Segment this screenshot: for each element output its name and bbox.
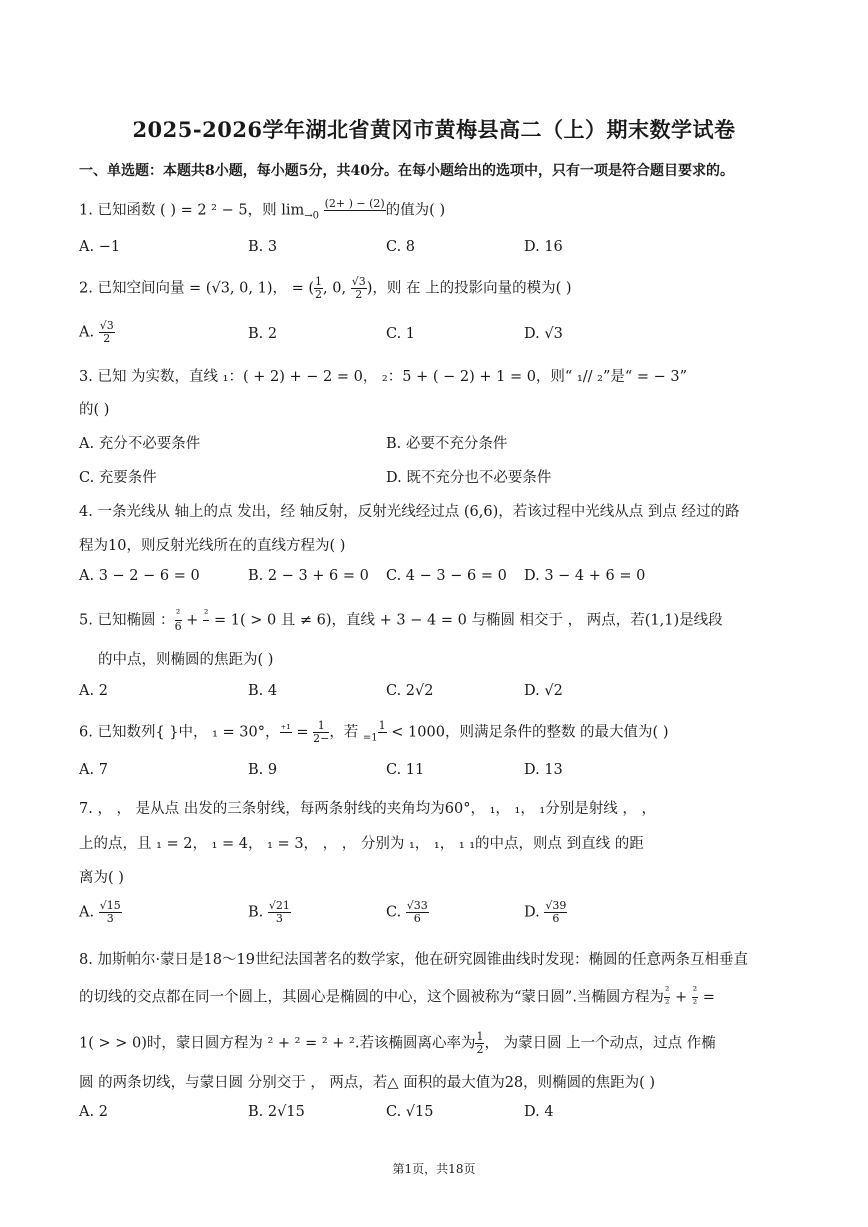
q8-plus: +: [670, 989, 692, 1006]
q2-option-c: C. 1: [386, 326, 416, 342]
q8-frac-y-num: ²: [692, 984, 698, 997]
q7-option-a-label: A.: [79, 904, 99, 921]
q2-option-b: B. 2: [248, 326, 278, 342]
q6-if: ，若: [329, 724, 363, 741]
q4-option-a: A. 3 − 2 − 6 = 0: [79, 568, 200, 584]
q8-option-b: B. 2√15: [248, 1104, 305, 1120]
q7-option-c-den: 6: [413, 912, 421, 925]
q7-option-c-frac: [406, 900, 429, 925]
q5-plus: +: [181, 612, 203, 629]
q3-option-d: D. 既不充分也不必要条件: [386, 470, 552, 486]
q2-option-a-den: 2: [103, 332, 111, 345]
q1-option-c: C. 8: [386, 239, 416, 255]
question-7-line-2: 上的点，且 ₁ = 2， ₁ = 4， ₁ = 3， ， ， 分别为 ₁， ₁， ₁ ₁的中点，则点 到直线 的距: [79, 836, 644, 852]
question-7-line-3: 离为( ): [79, 870, 124, 886]
q1-frac-den: [324, 211, 386, 223]
q8-frac-x-den: ²: [664, 997, 670, 1010]
q5-frac-1: [175, 608, 182, 633]
q5-frac-1-den: 6: [174, 620, 182, 633]
q7-option-d-num: √39: [545, 899, 567, 912]
q8-option-c: C. √15: [386, 1104, 434, 1120]
q6-sum-index: =1: [362, 732, 378, 744]
q3-option-a: A. 充分不必要条件: [79, 436, 201, 452]
q6-option-d: D. 13: [524, 762, 563, 778]
q7-option-a-num: √15: [99, 899, 121, 912]
q7-option-d-label: D.: [524, 904, 545, 921]
q2-frac-root3-den: 2: [355, 288, 363, 301]
q2-mid: , 0,: [323, 280, 351, 297]
q4-option-c: C. 4 − 3 − 6 = 0: [386, 568, 507, 584]
q3-option-c: C. 充要条件: [79, 470, 157, 486]
q1-frac-num: (2+ ) − (2): [324, 197, 385, 210]
q6-stem: 6. 已知数列{ }中， ₁ = 30°，: [79, 724, 280, 741]
q5-frac-1-num: ²: [175, 607, 181, 620]
question-8-line-4: 圆 的两条切线，与蒙日圆 分别交于 ， 两点，若△ 面积的最大值为28，则椭圆的焦距为( ): [79, 1075, 656, 1091]
exam-title: 2025-2026学年湖北省黄冈市黄梅县高二（上）期末数学试卷: [132, 117, 736, 142]
q6-frac-1-den: [280, 733, 292, 745]
q7-option-c-label: C.: [386, 904, 406, 921]
q1-option-b: B. 3: [248, 239, 278, 255]
q5-option-a: A. 2: [79, 683, 108, 699]
q1-option-d: D. 16: [524, 239, 563, 255]
q8-frac-y-den: ²: [692, 997, 698, 1010]
question-3-line-2: 的( ): [79, 402, 110, 418]
q6-frac-3-den: [378, 733, 387, 745]
q2-frac-half-den: 2: [315, 288, 323, 301]
q2-option-a: [79, 320, 115, 345]
q7-option-b-den: 3: [275, 912, 283, 925]
question-4-line-1: 4. 一条光线从 轴上的点 发出，经 轴反射，反射光线经过点 (6,6)，若该过程中光线从点 到点 经过的路: [79, 504, 740, 520]
question-7-line-1: 7. ， ， 是从点 出发的三条射线，每两条射线的夹角均为60°， ₁， ₁， ₁分别是射线 ， ，: [79, 801, 656, 817]
q3-option-b: B. 必要不充分条件: [386, 436, 508, 452]
q6-option-b: B. 9: [248, 762, 278, 778]
q6-frac-3-num: 1: [378, 719, 386, 732]
q7-option-d-den: 6: [552, 912, 560, 925]
question-6: [79, 720, 668, 745]
q8-line3-tail: ， 为蒙日圆 上一个动点，过点 作椭: [484, 1035, 716, 1052]
q7-option-d-frac: [544, 900, 567, 925]
q6-frac-2-num: 1: [313, 720, 329, 733]
section-heading: 一、单选题：本题共8小题，每小题5分，共40分。在每小题给出的选项中，只有一项是符合题目要求的。: [79, 163, 734, 179]
q5-option-d: D. √2: [524, 683, 563, 699]
q6-frac-2: [313, 720, 329, 745]
q7-option-b: [248, 900, 291, 925]
question-4-line-2: 程为10，则反射光线所在的直线方程为( ): [79, 538, 346, 554]
q5-stem: 5. 已知椭圆 ：: [79, 612, 175, 629]
q8-eq: =: [698, 989, 715, 1006]
q8-frac-x-num: ²: [664, 984, 670, 997]
q2-frac-half: [314, 276, 323, 301]
q6-frac-2-den: 2−: [313, 732, 330, 745]
q1-limit-sub: →0: [304, 210, 319, 222]
q5-frac-2-num: ²: [203, 607, 209, 620]
question-5-line-1: [79, 608, 723, 633]
q2-option-a-num: √3: [99, 319, 114, 332]
q8-frac-e-den: 2: [476, 1043, 484, 1056]
q1-fraction: [324, 198, 386, 223]
page-footer: 第1页，共18页: [392, 1162, 476, 1176]
question-2: [79, 276, 572, 301]
q6-tail: < 1000，则满足条件的整数 的最大值为( ): [386, 724, 669, 741]
q5-option-c: C. 2√2: [386, 683, 434, 699]
question-1: [79, 198, 445, 223]
q6-eq: =: [291, 724, 314, 741]
q2-frac-half-num: 1: [315, 275, 323, 288]
q8-frac-e-num: 1: [476, 1030, 484, 1043]
q2-frac-root3: [351, 276, 367, 301]
q2-option-a-label: A.: [79, 324, 99, 341]
question-8-line-3: [79, 1031, 716, 1056]
q6-option-c: C. 11: [386, 762, 425, 778]
q5-option-b: B. 4: [248, 683, 278, 699]
q7-option-d: [524, 900, 567, 925]
question-5-line-2: 的中点，则椭圆的焦距为( ): [98, 652, 274, 668]
q4-option-d: D. 3 − 4 + 6 = 0: [524, 568, 646, 584]
q7-option-b-frac: [268, 900, 291, 925]
q2-option-d: D. √3: [524, 326, 563, 342]
q8-line2-text: 的切线的交点都在同一个圆上，其圆心是椭圆的中心，这个圆被称为“蒙日圆”.当椭圆方程为: [79, 989, 664, 1006]
q7-option-b-num: √21: [268, 899, 290, 912]
q6-frac-1: [280, 720, 292, 745]
q2-stem: 2. 已知空间向量 = (√3, 0, 1)， = (: [79, 280, 315, 297]
q1-stem: 1. 已知函数 ( ) = 2 ² − 5，则 lim: [79, 202, 305, 219]
question-8-line-2: [79, 985, 715, 1010]
question-3-line-1: 3. 已知 为实数，直线 ₁：( + 2) + − 2 = 0， ₂：5 + ( − 2) + 1 = 0，则“ ₁// ₂”是“ = − 3”: [79, 369, 688, 385]
q4-option-b: B. 2 − 3 + 6 = 0: [248, 568, 369, 584]
q2-tail: )，则 在 上的投影向量的模为( ): [366, 280, 572, 297]
q6-frac-1-num: ₊₁: [280, 719, 291, 732]
question-8-line-1: 8. 加斯帕尔·蒙日是18～19世纪法国著名的数学家，他在研究圆锥曲线时发现：椭圆的任意两条互相垂直: [79, 952, 748, 968]
q7-option-c-num: √33: [406, 899, 428, 912]
q8-option-a: A. 2: [79, 1104, 108, 1120]
q7-option-b-label: B.: [248, 904, 268, 921]
q7-option-a: [79, 900, 122, 925]
q2-frac-root3-num: √3: [351, 275, 366, 288]
q8-option-d: D. 4: [524, 1104, 554, 1120]
q2-option-a-frac: [99, 320, 115, 345]
q1-tail: 的值为( ): [385, 202, 446, 219]
q1-option-a: A. −1: [79, 239, 121, 255]
q6-option-a: A. 7: [79, 762, 108, 778]
q7-option-c: [386, 900, 429, 925]
q7-option-a-den: 3: [106, 912, 114, 925]
q5-rest: = 1( > 0 且 ≠ 6)，直线 + 3 − 4 = 0 与椭圆 相交于 ， 两点，若(1,1)是线段: [209, 612, 723, 629]
q6-frac-3: [378, 720, 387, 745]
q7-option-a-frac: [99, 900, 122, 925]
q8-line3-text: 1( > > 0)时，蒙日圆方程为 ² + ² = ² + ².若该椭圆离心率为: [79, 1035, 476, 1052]
